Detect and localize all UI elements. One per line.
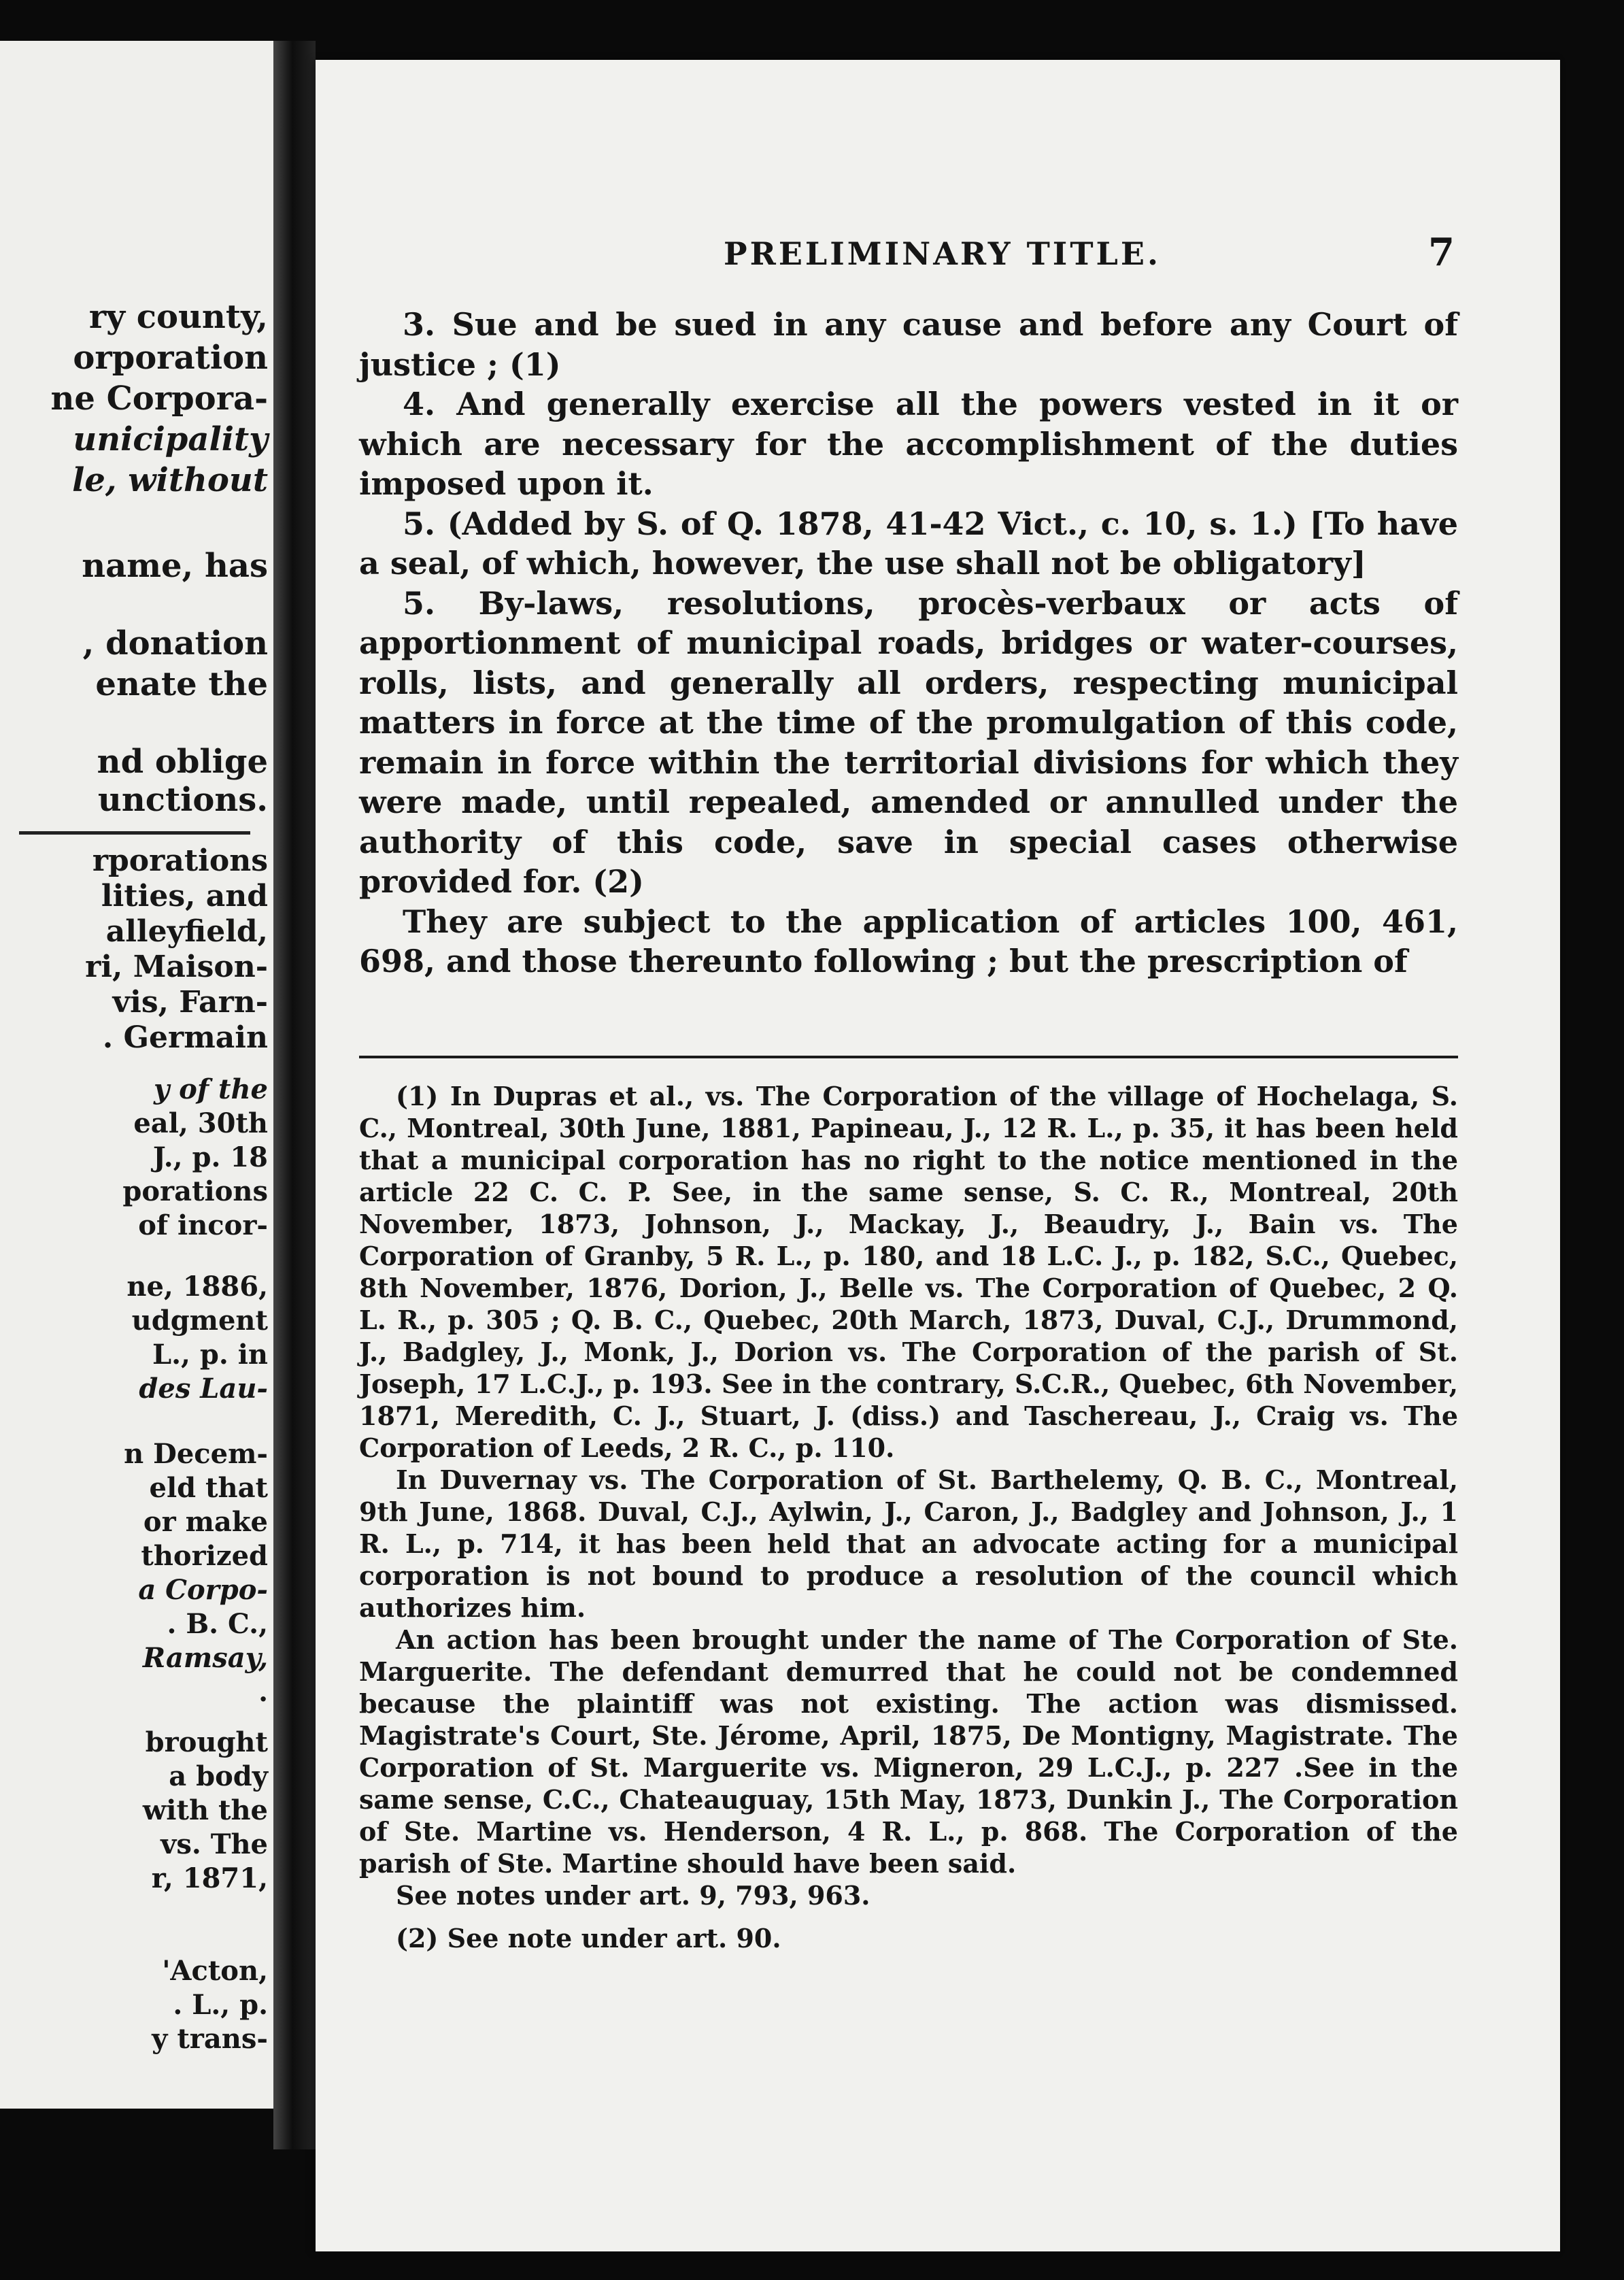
left-page-line: Ramsay, [142,1642,268,1674]
book-gutter [273,41,316,2149]
left-page-line: r, 1871, [151,1862,268,1894]
left-page-line: name, has [82,547,268,585]
left-page-line: n Decem- [124,1438,268,1470]
article-text [359,305,1458,982]
footnote: (1) In Dupras et al., vs. The Corporation of the village of Hochelaga, S. C., Montreal, 30th June, 1881, Papineau, J., 12 R. L., p. 35, it has been held that a municipal corporation has no right to the notice mentioned in the article 22 C. C. P. See, in the same sense, S. C. R., Montreal, 20th November, 1873, Johnson, J., Mackay, J., Beaudry, J., Bain vs. The Corporation of Granby, 5 R. L., p. 180, and 18 L.C. J., p. 182, S.C., Quebec, 8th November, 1876, Dorion, J., Belle vs. The Corporation of Quebec, 2 Q. L. R., p. 305 ; Q. B. C., Quebec, 20th March, 1873, Duval, C.J., Drummond, J., Badgley, J., Monk, J., Dorion vs. The Corporation of the parish of St. Joseph, 17 L.C.J., p. 193. See in the contrary, S.C.R., Quebec, 6th November, 1871, Meredith, C. J., Stuart, J. (diss.) and Taschereau, J., Craig vs. The Corporation of Leeds, 2 R. C., p. 110. [359,1081,1458,1463]
left-page-line: vs. The [160,1828,268,1860]
left-page-line: a Corpo- [138,1574,268,1606]
footnotes [359,1080,1458,1954]
left-page-line: ne, 1886, [126,1271,268,1303]
left-page-line: , donation [82,624,268,663]
left-page-line: y of the [154,1073,268,1105]
left-page-line: enate the [95,665,268,703]
left-page-line: ri, Maison- [85,950,268,984]
left-page-line: udgment [131,1305,268,1337]
footnote: (2) See note under art. 90. [396,1923,781,1954]
paragraph: 5. By-laws, resolutions, procès-verbaux or acts of apportionment of municipal roads, bridges or water-courses, rolls, lists, and generally all orders, respecting municipal matters in force at the time of the promulgation of this code, remain in force within the territorial divisions for which they were made, until repealed, amended or annulled under the authority of this code, save in special cases otherwise provided for. (2) [359,584,1458,900]
left-page-line: lities, and [101,879,268,913]
left-page-line: unctions. [97,781,268,819]
left-page-line: vis, Farn- [112,985,268,1020]
left-page-line: rporations [92,843,268,878]
left-page-line: eal, 30th [133,1107,268,1139]
left-page-line: brought [145,1726,268,1758]
left-page-line: L., p. in [152,1339,268,1371]
paragraph: 3. Sue and be sued in any cause and before any Court of justice ; (1) [359,306,1458,383]
left-page-line: . [258,1676,268,1708]
left-page [0,41,273,2109]
left-page-line: ry county, [88,298,268,336]
paragraph: 5. (Added by S. of Q. 1878, 41-42 Vict., c. 10, s. 1.) [To have a seal, of which, however, the use shall not be obligatory] [359,505,1458,582]
left-page-line: . L., p. [173,1989,268,2021]
left-page-line: y trans- [152,2023,268,2055]
left-page-line: orporation [73,339,268,377]
left-page-line: eld that [149,1472,268,1504]
paragraph: 4. And generally exercise all the powers vested in it or which are necessary for the accomplishment of the duties imposed upon it. [359,386,1458,502]
left-page-line: alleyfield, [105,914,268,949]
left-page-line: nd oblige [97,743,268,781]
left-page-line: . Germain [102,1020,268,1055]
left-page-line: porations [122,1175,268,1207]
page-number: 7 [1428,230,1455,275]
footnote: An action has been brought under the name of The Corporation of Ste. Marguerite. The defendant demurred that he could not be condemned because the plaintiff was not existing. The action was dismissed. Magistrate's Court, Ste. Jérome, April, 1875, De Montigny, Magistrate. The Corporation of St. Marguerite vs. Migneron, 29 L.C.J., p. 227 .See in the same sense, C.C., Chateauguay, 15th May, 1873, Dunkin J., The Corporation of Ste. Martine vs. Henderson, 4 R. L., p. 868. The Corporation of the parish of Ste. Martine should have been said. [359,1624,1458,1879]
footnote: See notes under art. 9, 793, 963. [396,1880,870,1911]
footnote-rule [359,1056,1458,1058]
left-page-rule [19,831,250,835]
footnote: In Duvernay vs. The Corporation of St. Barthelemy, Q. B. C., Montreal, 9th June, 1868. Duval, C.J., Aylwin, J., Caron, J., Badgley and Johnson, J., 1 R. L., p. 714, it has been held that an advocate acting for a municipal corporation is not bound to produce a resolution of the council which authorizes him. [359,1464,1458,1623]
left-page-line: des Lau- [139,1373,268,1405]
left-page-line: ne Corpora- [50,380,268,418]
left-page-line: or make [143,1506,268,1538]
left-page-line: thorized [141,1540,268,1572]
left-page-line: . B. C., [167,1608,268,1640]
left-page-line: a body [169,1760,268,1792]
left-page-line: le, without [72,461,268,499]
left-page-line: J., p. 18 [152,1141,268,1173]
left-page-line: 'Acton, [162,1955,268,1987]
paragraph: They are subject to the application of articles 100, 461, 698, and those thereunto following ; but the prescription of [359,903,1458,979]
right-page [316,60,1560,2251]
left-page-line: with the [142,1794,268,1826]
left-page-line: of incor- [138,1209,268,1241]
left-page-line: unicipality [73,420,268,458]
running-header: PRELIMINARY TITLE. [724,235,1161,272]
